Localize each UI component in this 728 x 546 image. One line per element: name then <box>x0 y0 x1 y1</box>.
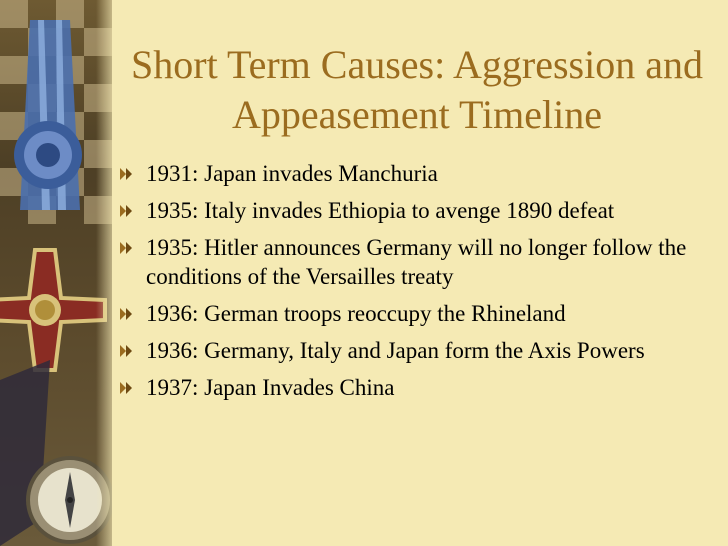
bullet-item <box>120 299 710 328</box>
diamond-bullet-icon <box>120 345 132 357</box>
bullet-item <box>120 159 710 188</box>
diamond-bullet-icon <box>120 242 132 254</box>
diamond-bullet-icon <box>120 205 132 217</box>
medal-compass-decorative-image <box>0 0 112 546</box>
diamond-bullet-icon <box>120 168 132 180</box>
bullet-item <box>120 196 710 225</box>
timeline-bullet-list <box>120 159 710 410</box>
cross-medal <box>0 250 105 370</box>
diamond-bullet-icon <box>120 382 132 394</box>
bullet-text: 1936: German troops reoccupy the Rhineland <box>146 301 566 326</box>
bullet-text: 1935: Italy invades Ethiopia to avenge 1890 defeat <box>146 198 615 223</box>
bullet-text: 1931: Japan invades Manchuria <box>146 161 438 186</box>
bullet-text: 1937: Japan Invades China <box>146 375 395 400</box>
bullet-text: 1935: Hitler announces Germany will no longer follow the conditions of the Versailles treaty <box>146 235 687 289</box>
diamond-bullet-icon <box>120 308 132 320</box>
slide-title: Short Term Causes: Aggression and Appeasement Timeline <box>131 42 703 137</box>
bullet-text: 1936: Germany, Italy and Japan form the Axis Powers <box>146 338 645 363</box>
bullet-item <box>120 336 710 365</box>
image-edge-fade <box>96 0 112 546</box>
bullet-item <box>120 373 710 402</box>
bullet-item <box>120 233 710 291</box>
